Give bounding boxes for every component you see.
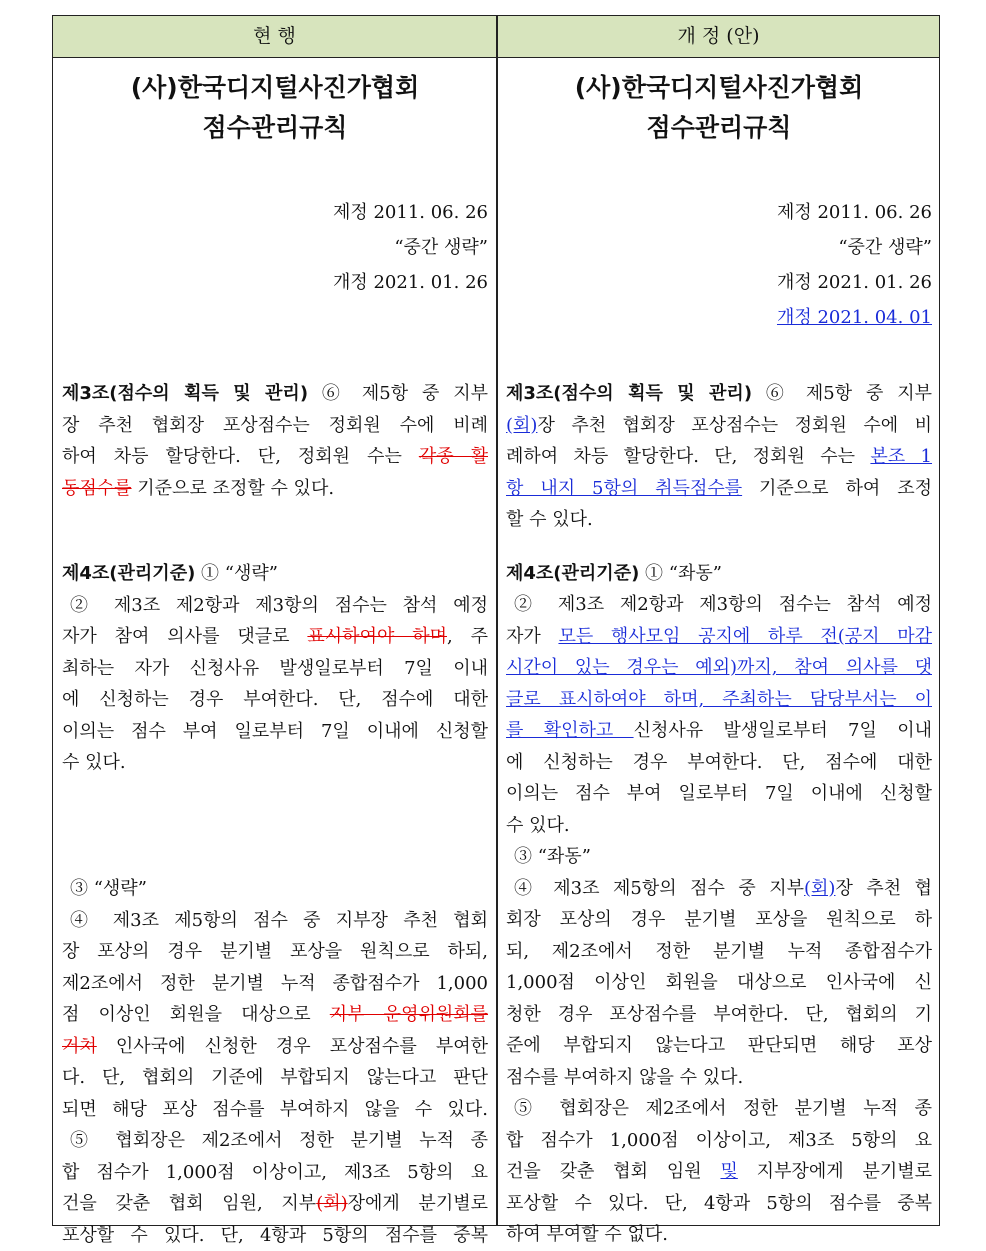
doc-org-title: (사)한국디지털사진가협회 [574, 73, 864, 102]
header-current: 현 행 [253, 25, 296, 47]
current-column [62, 58, 488, 1251]
new-amend-date: 개정 2021. 04. 01 [776, 307, 932, 328]
enact-date: 제정 2011. 06. 26 [776, 202, 932, 223]
added-text: (회) [506, 414, 538, 436]
omitted-note: “중간 생략” [394, 237, 488, 258]
added-text: 항 내지 5항의 취득점수를 [506, 477, 743, 499]
deleted-text: 표시하여야 하며 [307, 626, 447, 647]
doc-org-title: (사)한국디지털사진가협회 [130, 73, 420, 102]
doc-rule-title: 점수관리규칙 [646, 113, 792, 142]
added-text: 본조 1 [870, 446, 933, 467]
deleted-text: 지부 운영위원회를 [329, 1004, 489, 1025]
deleted-text: 동점수를 [62, 477, 132, 499]
article-3-amended: 제3조(점수의 획득 및 관리) ⑥ 제5항 중 지부 (회)장 추천 협회장 포상점수는 정회원 수에 비 례하여 차등 할당한다. 단, 정회원 수는 본조 1 항 내지 5항의 취득점수를 기준으로 하여 조정 할 수 있다. [506, 383, 933, 530]
article-3-heading: 제3조(점수의 획득 및 관리) [62, 383, 309, 404]
deleted-text: (회) [316, 1193, 348, 1214]
article-4-current: 제4조(관리기준) ① “생략” ② 제3조 제2항과 제3항의 점수는 참석 예정 자가 참여 의사를 댓글로 표시하여야 하며, 주 최하는 자가 신청사유 발생일로부터 7일 이내 에 신청하는 경우 부여한다. 단, 점수에 대한 이의는 점수 부여 일로부터 7일 이내에 신청할 수 있다. ③ “생략” ④ 제3조 제5항의 점수 중 지부장 추천 협회 장 포상의 경우 분기별 포상을 원칙으로 하되, 제2조에서 정한 분기별 누적 종합점수가 1,000 점 이상인 회원을 대상으로 지부 운영위원회를 거쳐 인사국에 신청한 경우 포상점수를 부여한 다. 단, 협회의 기준에 부합되지 않는다고 판단 되면 해당 포상 점수를 부여하지 않을 수 있다. ⑤ 협회장은 제2조에서 정한 분기별 누적 종 합 점수가 1,000점 이상이고, 제3조 5항의 요 건을 갖춘 협회 임원, 지부(회)장에게 분기별로 포상할 수 있다. 단, 4항과 5항의 점수를 중복 [62, 563, 489, 1246]
deleted-text: 각종 활 [418, 446, 488, 467]
header-amended: 개 정 (안) [677, 25, 760, 47]
added-text: 글로 표시하여야 하며, 주최하는 담당부서는 이 [506, 688, 932, 710]
column-divider [496, 16, 498, 1225]
amended-column [506, 58, 932, 1251]
article-4-heading: 제4조(관리기준) [62, 563, 196, 584]
amend-date: 개정 2021. 01. 26 [332, 272, 488, 293]
deleted-text: 거쳐 [62, 1035, 97, 1057]
added-text: 및 [720, 1161, 738, 1182]
comparison-table [52, 15, 940, 1246]
omitted-note: “중간 생략” [838, 237, 932, 258]
added-text: (회) [804, 877, 836, 899]
added-text: 시간이 있는 경우는 예외)까지, 참여 의사를 댓 [506, 657, 932, 678]
enact-date: 제정 2011. 06. 26 [332, 202, 488, 223]
amend-date: 개정 2021. 01. 26 [776, 272, 932, 293]
article-3-current: 제3조(점수의 획득 및 관리) ⑥ 제5항 중 지부 장 추천 협회장 포상점수는 정회원 수에 비례 하여 차등 할당한다. 단, 정회원 수는 각종 활 동점수를 기준으로 조정할 수 있다. [62, 383, 488, 499]
added-text: 를 확인하고 [506, 720, 634, 741]
added-text: 모든 행사모임 공지에 하루 전(공지 마감 [558, 625, 933, 647]
article-3-heading: 제3조(점수의 획득 및 관리) [506, 383, 753, 404]
article-4-heading: 제4조(관리기준) [506, 562, 640, 584]
article-4-amended: 제4조(관리기준) ① “좌동” ② 제3조 제2항과 제3항의 점수는 참석 예정 자가 모든 행사모임 공지에 하루 전(공지 마감 시간이 있는 경우는 예외)까지, 참여 의사를 댓 글로 표시하여야 하며, 주최하는 담당부서는 이 를 확인하고 신청사유 발생일로부터 7일 이내 에 신청하는 경우 부여한다. 단, 점수에 대한 이의는 점수 부여 일로부터 7일 이내에 신청할 수 있다. ③ “좌동” ④ 제3조 제5항의 점수 중 지부(회)장 추천 협 회장 포상의 경우 분기별 포상을 원칙으로 하 되, 제2조에서 정한 분기별 누적 종합점수가 1,000점 이상인 회원을 대상으로 인사국에 신 청한 경우 포상점수를 부여한다. 단, 협회의 기 준에 부합되지 않는다고 판단되면 해당 포상 점수를 부여하지 않을 수 있다. ⑤ 협회장은 제2조에서 정한 분기별 누적 종 합 점수가 1,000점 이상이고, 제3조 5항의 요 건을 갖춘 협회 임원 및 지부장에게 분기별로 포상할 수 있다. 단, 4항과 5항의 점수를 중복 하여 부여할 수 없다. [506, 562, 933, 1245]
doc-rule-title: 점수관리규칙 [202, 113, 348, 142]
